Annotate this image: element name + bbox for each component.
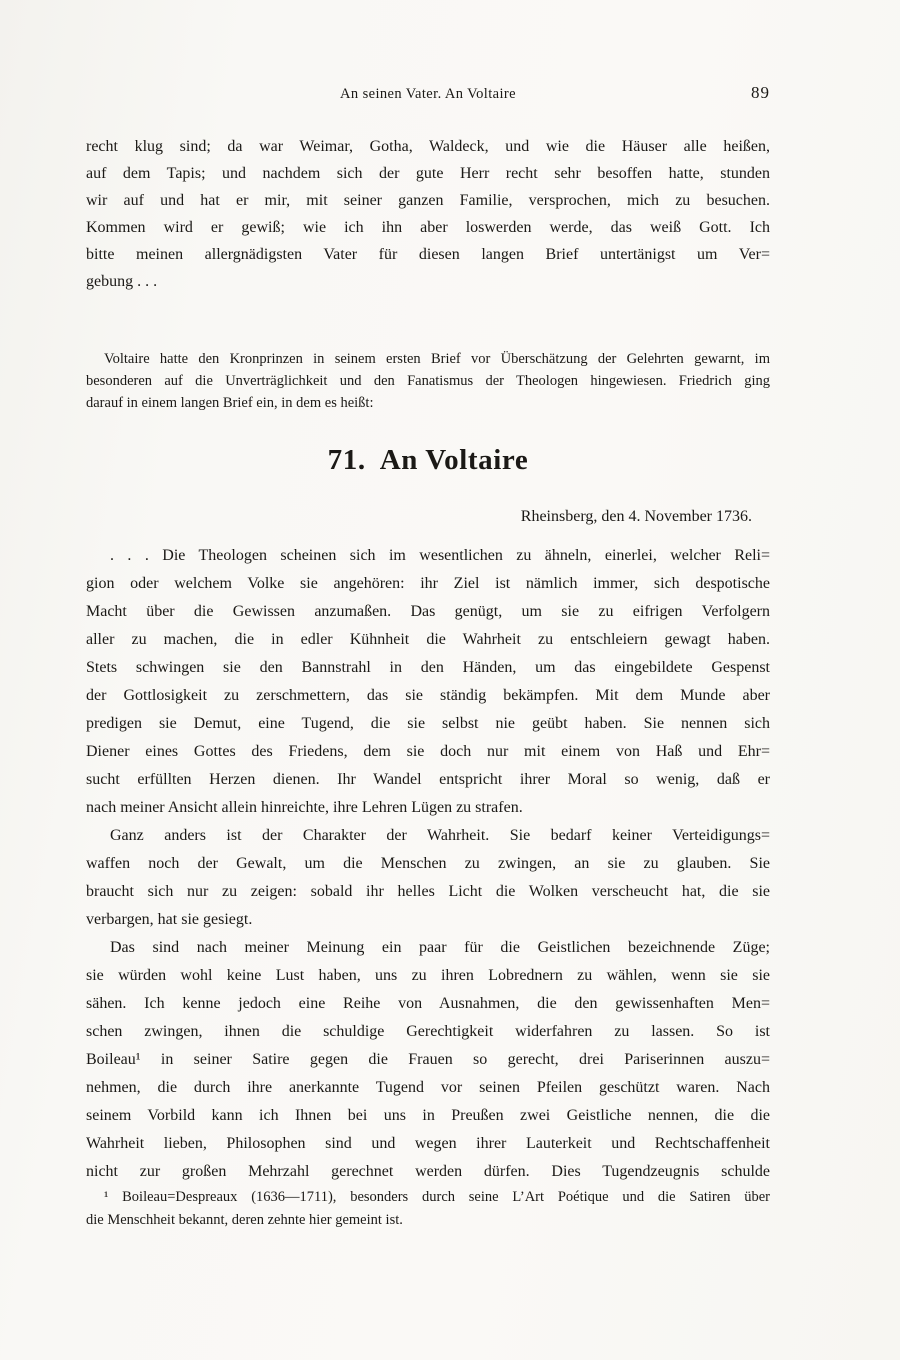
text-line: Diener eines Gottes des Friedens, dem sie doch nur mit einem von Haß und Ehr= — [86, 743, 770, 760]
text-line: Wahrheit lieben, Philosophen sind und wegen ihrer Lauterkeit und Rechtschaffenheit — [86, 1135, 770, 1152]
text-line: Ganz anders ist der Charakter der Wahrheit. Sie bedarf keiner Verteidigungs= — [110, 827, 770, 844]
editorial-note — [86, 348, 770, 414]
letter-heading — [86, 444, 770, 477]
text-line: Boileau¹ in seiner Satire gegen die Frauen so gerecht, drei Pariserinnen auszu= — [86, 1051, 770, 1068]
letter-title: An Voltaire — [379, 444, 529, 476]
text-line: nicht zur großen Mehrzahl gerechnet werden dürfen. Dies Tugendzeugnis schulde — [86, 1163, 770, 1180]
text-line: besonderen auf die Unverträglichkeit und den Fanatismus der Theologen hingewiesen. Friedrich ging — [86, 373, 770, 389]
text-line: nach meiner Ansicht allein hinreichte, ihre Lehren Lügen zu strafen. — [86, 799, 523, 816]
text-line: aller zu machen, die in edler Kühnheit die Wahrheit zu entschleiern gewagt haben. — [86, 631, 770, 648]
text-line: die Menschheit bekannt, deren zehnte hier gemeint ist. — [86, 1212, 403, 1228]
text-line: . . . Die Theologen scheinen sich im wesentlichen zu ähneln, einerlei, welcher Reli= — [110, 547, 770, 564]
text-line: Voltaire hatte den Kronprinzen in seinem ersten Brief vor Überschätzung der Gelehrten gewarnt, im — [104, 351, 770, 367]
text-line: nehmen, die durch ihre anerkannte Tugend vor seinen Pfeilen geschützt waren. Nach — [86, 1079, 770, 1096]
text-line: recht klug sind; da war Weimar, Gotha, Waldeck, und wie die Häuser alle heißen, — [86, 138, 770, 155]
letter-number: 71. — [327, 444, 366, 476]
text-line: gion oder welchem Volke sie angehören: ihr Ziel ist nämlich immer, sich despotische — [86, 575, 770, 592]
text-line: sucht erfüllten Herzen dienen. Ihr Wandel entspricht ihrer Moral so wenig, daß er — [86, 771, 770, 788]
text-line: Das sind nach meiner Meinung ein paar für die Geistlichen bezeichnende Züge; — [110, 939, 770, 956]
text-line: verbargen, hat sie gesiegt. — [86, 911, 253, 928]
text-line: sie würden wohl keine Lust haben, uns zu ihren Lobrednern zu wählen, wenn sie sie — [86, 967, 770, 984]
text-line: ¹ Boileau=Despreaux (1636—1711), besonders durch seine L’Art Poétique und die Satiren über — [104, 1189, 770, 1205]
footnote — [86, 1186, 770, 1232]
text-line: der Gottlosigkeit zu zerschmettern, das sie ständig bekämpfen. Mit dem Munde aber — [86, 687, 770, 704]
text-line: seinem Vorbild kann ich Ihnen bei uns in Preußen zwei Geistliche nennen, die die — [86, 1107, 770, 1124]
text-line: bitte meinen allergnädigsten Vater für diesen langen Brief untertänigst um Ver= — [86, 246, 770, 263]
running-head: An seinen Vater. An Voltaire — [340, 86, 516, 102]
text-line: braucht sich nur zu zeigen: sobald ihr helles Licht die Wolken verscheucht hat, die sie — [86, 883, 770, 900]
running-head-row — [86, 83, 770, 103]
text-line: Macht über die Gewissen anzumaßen. Das genügt, um sie zu eifrigen Verfolgern — [86, 603, 770, 620]
text-line: predigen sie Demut, eine Tugend, die sie selbst nie geübt haben. Sie nennen sich — [86, 715, 770, 732]
text-line: gebung . . . — [86, 273, 158, 290]
text-line: auf dem Tapis; und nachdem sich der gute Herr recht sehr besoffen hatte, stunden — [86, 165, 770, 182]
previous-letter-continuation — [86, 133, 770, 295]
text-line: schen zwingen, ihnen die schuldige Gerechtigkeit widerfahren zu lassen. So ist — [86, 1023, 770, 1040]
text-line: sähen. Ich kenne jedoch eine Reihe von Ausnahmen, die den gewissenhaften Men= — [86, 995, 770, 1012]
text-line: waffen noch der Gewalt, um die Menschen zu zwingen, an sie zu glauben. Sie — [86, 855, 770, 872]
letter-body — [86, 542, 770, 1186]
text-line: wir auf und hat er mir, mit seiner ganzen Familie, versprochen, mich zu besuchen. — [86, 192, 770, 209]
page-number: 89 — [751, 83, 770, 102]
text-line: Stets schwingen sie den Bannstrahl in den Händen, um das eingebildete Gespenst — [86, 659, 770, 676]
text-line: Kommen wird er gewiß; wie ich ihn aber loswerden werde, das weiß Gott. Ich — [86, 219, 770, 236]
letter-dateline: Rheinsberg, den 4. November 1736. — [520, 508, 752, 525]
text-line: darauf in einem langen Brief ein, in dem es heißt: — [86, 395, 374, 411]
